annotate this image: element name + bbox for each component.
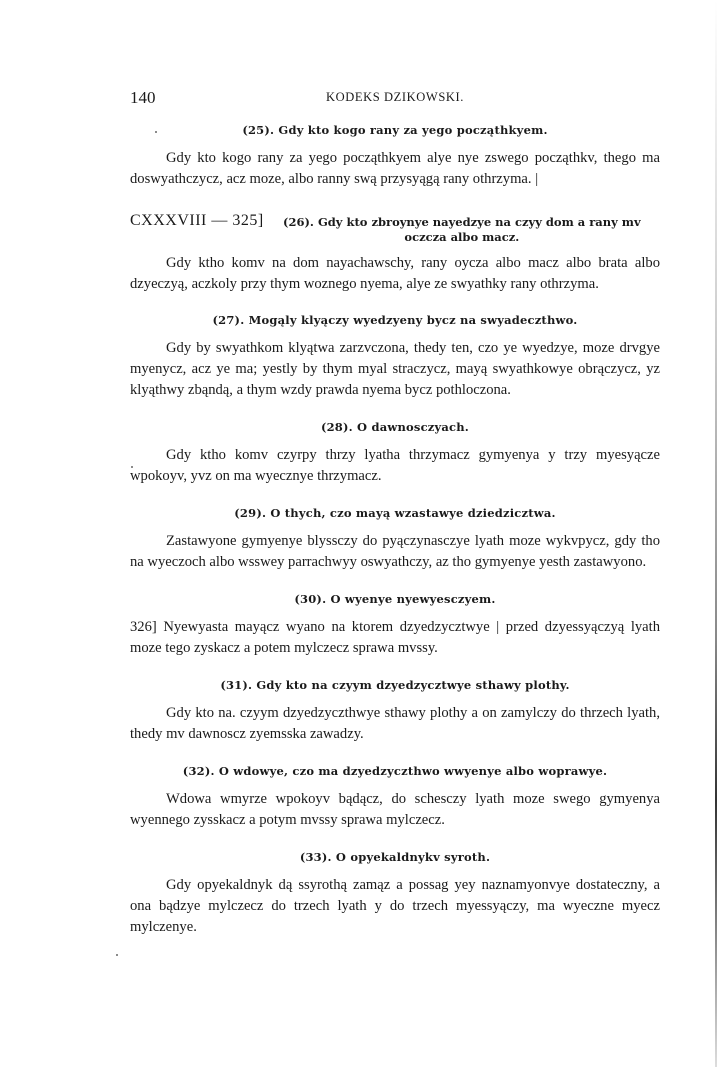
page-content — [130, 122, 660, 938]
page-header — [130, 88, 660, 110]
page-number: 140 — [130, 88, 156, 107]
page-edge-shadow — [715, 0, 717, 1067]
section-title: (26). Gdy kto zbroynye nayedzye na czyy dom a rany mv oczcza albo macz. — [283, 215, 641, 244]
section-paragraph: Gdy opyekaldnyk dą ssyrothą zamąz a possag yey naznamyonvye dostateczny, a ona bądzye mylczecz do trzech lyath y do trzech myessyączy, ma wyeczne myecz mylczenye. — [130, 877, 660, 935]
section-paragraph: Gdy by swyathkom klyątwa zarzvczona, thedy ten, czo ye wyedzye, moze drvgye myenycz, acz ye ma; yestly by thym myal straczycz, mayą swyathkowye obrączycz, yz klyąthwy zbąndą, a thym wzdy prawda nyema bycz pothloczona. — [130, 340, 660, 398]
section-paragraph: Gdy kto kogo rany za yego począthkyem alye nye zswego począthkv, thego ma doswyathczycz, acz moze, albo ranny swą przysyągą rany othrzyma. | — [130, 150, 660, 187]
speck — [116, 954, 118, 956]
section-title: (30). O wyenye nyewyesczyem. — [294, 592, 496, 606]
section-title: (29). O thych, czo mayą wzastawye dziedzicztwa. — [234, 506, 556, 520]
section-paragraph: 326] Nyewyasta mayącz wyano na ktorem dzyedzycztwye | przed dzyessyączyą lyath moze tego zyskacz a potem mylczecz sprawa mvssy. — [130, 619, 660, 656]
section-title: (31). Gdy kto na czyym dzyedzycztwye sthawy plothy. — [220, 678, 570, 692]
section-title: (28). O dawnosczyach. — [320, 420, 470, 434]
section-title: (27). Mogąly klyączy wyedzyeny bycz na swyadeczthwo. — [212, 313, 578, 327]
section-paragraph: Zastawyone gymyenye blyssczy do pyączynasczye lyath moze wykvpycz, gdy tho na wyeczoch albo wsswey parrachwyy oswyathczy, az tho gymyenye yesth zastawyono. — [130, 533, 660, 570]
section-title: (33). O opyekaldnykv syroth. — [299, 850, 491, 864]
section-paragraph: Gdy ktho komv na dom nayachawschy, rany oycza albo macz albo brata albo dzyeczyą, aczkoly przy thym woznego nyema, alye ze swyathky rany othrzyma. — [130, 255, 660, 292]
section-paragraph: Gdy ktho komv czyrpy thrzy lyatha thrzymacz gymyenya y trzy myesyącze wpokoyv, yvz on ma wyecznye thrzymacz. — [130, 447, 660, 484]
section-heading-row — [130, 210, 660, 245]
section-paragraph: Wdowa wmyrze wpokoyv bądącz, do schesczy lyath moze swego gymyenya wyennego zysskacz a potym mvssy sprawa mylczecz. — [130, 791, 660, 828]
folio-marker: CXXXVIII — 325] — [130, 212, 264, 229]
section-title: (32). O wdowye, czo ma dzyedzyczthwo wwyenye albo woprawye. — [182, 764, 608, 778]
running-title: KODEKS DZIKOWSKI. — [326, 90, 464, 104]
section-paragraph: Gdy kto na. czyym dzyedzyczthwye sthawy plothy a on zamylczy do thrzech lyath, thedy mv dawnoscz zyemsska zawadzy. — [130, 705, 660, 742]
section-title: (25). Gdy kto kogo rany za yego począthkyem. — [242, 123, 548, 137]
